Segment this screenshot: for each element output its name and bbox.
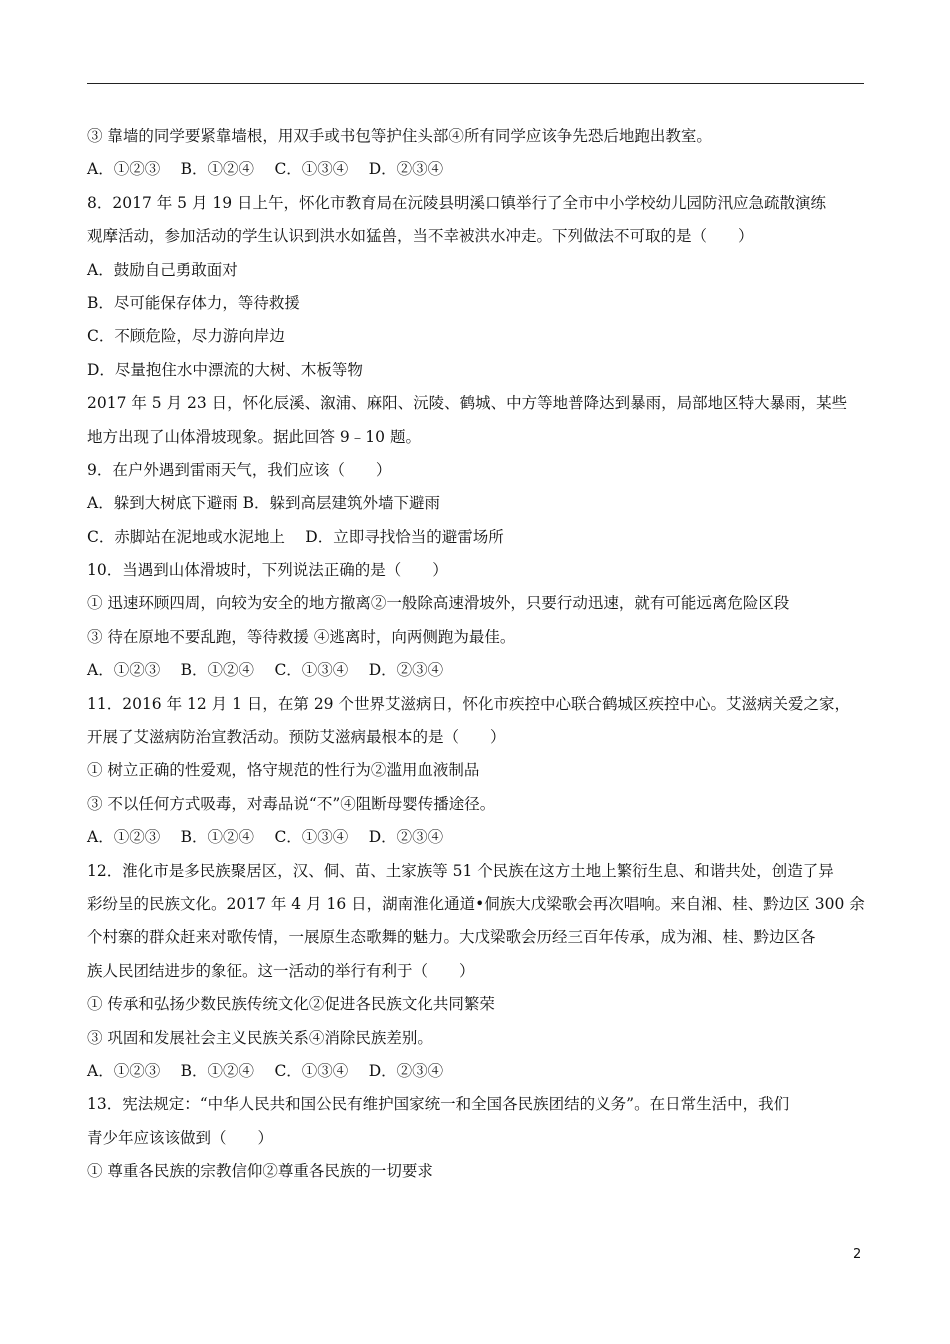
text-line: 开展了艾滋病防治宣教活动。预防艾滋病最根本的是（ ） bbox=[87, 728, 506, 747]
option-b: B．尽可能保存体力，等待救援 bbox=[87, 293, 300, 312]
option-c: C．不顾危险，尽力游向岸边 bbox=[87, 327, 285, 346]
text-line: ① 迅速环顾四周，向较为安全的地方撤离②一般除高速滑坡外，只要行动迅速，就有可能远离危险区段 bbox=[87, 594, 790, 613]
text-line: 族人民团结进步的象征。这一活动的举行有利于（ ） bbox=[87, 961, 475, 980]
text-line: ① 树立正确的性爱观，恪守规范的性行为②滥用血液制品 bbox=[87, 761, 480, 780]
text-line: 青少年应该该做到（ ） bbox=[87, 1128, 274, 1147]
text-line: 个村寨的群众赶来对歌传情，一展原生态歌舞的魅力。大戊梁歌会历经三百年传承，成为湘、桂、黔边区各 bbox=[87, 928, 816, 947]
option-a: A．鼓励自己勇敢面对 bbox=[87, 260, 238, 279]
answer-options: A．①②③ B．①②④ C．①③④ D．②③④ bbox=[87, 160, 444, 179]
header-rule bbox=[87, 83, 864, 84]
option-d: D．尽量抱住水中漂流的大树、木板等物 bbox=[87, 360, 363, 379]
text-line: 地方出现了山体滑坡现象。据此回答 9﹣10 题。 bbox=[87, 427, 421, 446]
question-9: 9．在户外遇到雷雨天气，我们应该（ ） bbox=[87, 460, 392, 479]
question-10: 10．当遇到山体滑坡时，下列说法正确的是（ ） bbox=[87, 561, 448, 580]
text-line: ③ 靠墙的同学要紧靠墙根，用双手或书包等护住头部④所有同学应该争先恐后地跑出教室。 bbox=[87, 127, 712, 145]
question-12: 12．淮化市是多民族聚居区，汉、侗、苗、土家族等 51 个民族在这方土地上繁衍生息、和谐共处，创造了异 bbox=[87, 861, 834, 880]
text-line: ① 尊重各民族的宗教信仰②尊重各民族的一切要求 bbox=[87, 1162, 433, 1181]
text-line: 观摩活动，参加活动的学生认识到洪水如猛兽，当不幸被洪水冲走。下列做法不可取的是（ ） bbox=[87, 227, 754, 246]
text-line: ③ 不以任何方式吸毒，对毒品说“不”④阻断母婴传播途径。 bbox=[87, 794, 496, 813]
text-line: 彩纷呈的民族文化。2017 年 4 月 16 日，湖南淮化通道•侗族大戊梁歌会再次唱响。来自湘、桂、黔边区 300 余 bbox=[87, 894, 865, 913]
answer-options: A．①②③ B．①②④ C．①③④ D．②③④ bbox=[87, 828, 444, 847]
answer-options: C．赤脚站在泥地或水泥地上 D．立即寻找恰当的避雷场所 bbox=[87, 527, 504, 546]
text-line: ③ 待在原地不要乱跑，等待救援 ④逃离时，向两侧跑为最佳。 bbox=[87, 627, 516, 646]
text-line: ③ 巩固和发展社会主义民族关系④消除民族差别。 bbox=[87, 1028, 433, 1047]
question-13: 13．宪法规定：“中华人民共和国公民有维护国家统一和全国各民族团结的义务”。在日常生活中，我们 bbox=[87, 1095, 790, 1114]
question-11: 11．2016 年 12 月 1 日，在第 29 个世界艾滋病日，怀化市疾控中心联合鹤城区疾控中心。艾滋病关爱之家， bbox=[87, 694, 850, 713]
document-body bbox=[87, 120, 867, 1189]
answer-options: A．躲到大树底下避雨 B．躲到高层建筑外墙下避雨 bbox=[87, 494, 441, 513]
text-line: ① 传承和弘扬少数民族传统文化②促进各民族文化共同繁荣 bbox=[87, 995, 495, 1014]
answer-options: A．①②③ B．①②④ C．①③④ D．②③④ bbox=[87, 1061, 444, 1080]
question-8: 8．2017 年 5 月 19 日上午，怀化市教育局在沅陵县明溪口镇举行了全市中小学校幼儿园防汛应急疏散演练 bbox=[87, 193, 827, 212]
page-number: 2 bbox=[853, 1247, 862, 1262]
answer-options: A．①②③ B．①②④ C．①③④ D．②③④ bbox=[87, 661, 444, 680]
context-paragraph: 2017 年 5 月 23 日，怀化辰溪、溆浦、麻阳、沅陵、鹤城、中方等地普降达到暴雨，局部地区特大暴雨，某些 bbox=[87, 394, 848, 413]
